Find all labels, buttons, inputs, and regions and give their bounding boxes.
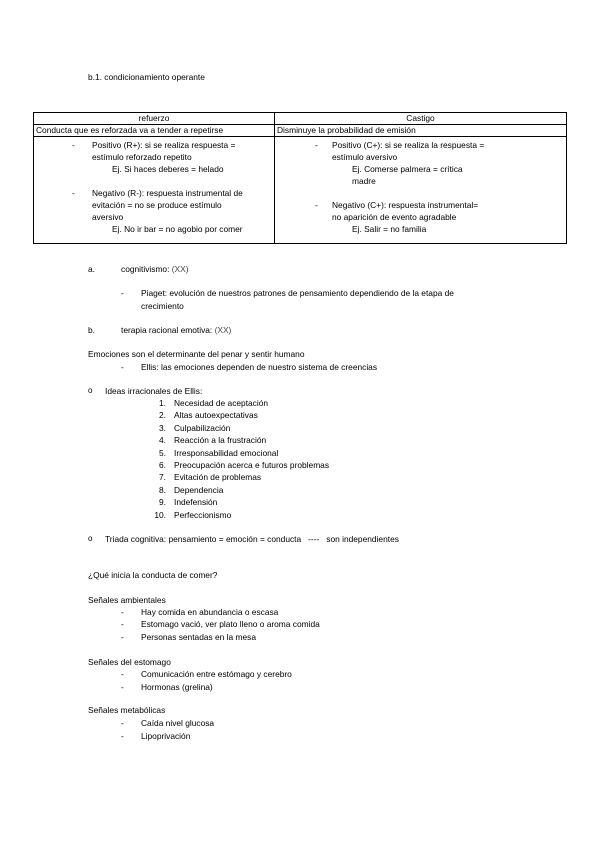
idea-item	[150, 485, 223, 495]
castigo-negativo-line1: Negativo (C+): respuesta instrumental=	[332, 200, 479, 210]
refuerzo-negativo-line3: aversivo	[92, 212, 124, 222]
estomago-title: Señales del estomago	[88, 657, 171, 667]
item-b-tag: (XX)	[214, 325, 232, 335]
idea-item	[150, 497, 217, 507]
item-a-marker: a.	[88, 264, 95, 274]
refuerzo-positivo-example: Ej. Si haces deberes = helado	[112, 164, 224, 174]
table-header-castigo: Castigo	[275, 113, 567, 125]
item-a	[121, 264, 188, 274]
refuerzo-negativo-line2: evitación = no se produce estímulo	[92, 200, 222, 210]
item-a-label: cognitivismo:	[121, 264, 170, 274]
circle-bullet: o	[88, 534, 93, 543]
idea-text: Indefensión	[174, 497, 218, 508]
emociones-line: Emociones son el determinante del penar y sentir humano	[88, 349, 305, 359]
ellis-line: Ellis: las emociones dependen de nuestro sistema de creencias	[141, 362, 378, 372]
ideas-title: Ideas irracionales de Ellis:	[105, 386, 203, 396]
castigo-positivo-example2: madre	[352, 176, 376, 186]
idea-text: Necesidad de aceptación	[174, 398, 269, 408]
refuerzo-positivo-line2: estímulo reforzado repetito	[92, 152, 192, 162]
idea-text: Culpabilización	[174, 422, 231, 433]
idea-number: 9.	[159, 497, 166, 508]
idea-text: Preocupación acerca e futuros problemas	[174, 460, 330, 470]
dash-bullet: -	[121, 718, 124, 728]
question-heading: ¿Qué inicia la conducta de comer?	[88, 570, 218, 580]
castigo-positivo-line1: Positivo (C+): si se realiza la respuesta =	[332, 140, 485, 150]
section-title: b.1. condicionamiento operante	[88, 72, 205, 82]
table-subheader-castigo: Disminuye la probabilidad de emisión	[275, 125, 567, 137]
dash-bullet: -	[121, 731, 124, 741]
idea-item	[150, 460, 329, 470]
refuerzo-negativo-example: Ej. No ir bar = no agobio por comer	[112, 224, 243, 234]
estomago-item: Comunicación entre estómago y cerebro	[141, 669, 292, 679]
idea-item	[150, 410, 258, 420]
metabolicas-title: Señales metabólicas	[88, 705, 166, 715]
idea-item	[150, 448, 278, 458]
idea-item	[150, 423, 230, 433]
idea-text: Evitación de problemas	[174, 472, 262, 483]
idea-number: 2.	[159, 410, 166, 421]
metabolicas-item: Caída nivel glucosa	[141, 718, 215, 728]
table-cell-refuerzo	[34, 137, 275, 244]
dash-bullet: -	[121, 288, 124, 298]
idea-number: 7.	[159, 472, 166, 483]
item-b-marker: b.	[88, 325, 95, 335]
castigo-positivo-line2: estímulo aversivo	[332, 152, 398, 162]
idea-number: 3.	[159, 422, 166, 433]
dash-bullet: -	[121, 669, 124, 679]
triada-line: Triada cognitiva: pensamiento = emoción = conducta ---- son independientes	[105, 534, 399, 544]
metabolicas-item: Lipoprivación	[141, 731, 191, 741]
idea-text: Reacción a la frustración	[174, 435, 267, 446]
dash-bullet: -	[121, 632, 124, 642]
item-b	[121, 325, 231, 335]
castigo-negativo-line2: no aparición de evento agradable	[332, 212, 457, 222]
dash-bullet: -	[121, 362, 124, 372]
idea-number: 1.	[159, 398, 166, 408]
table-cell-castigo	[275, 137, 567, 244]
dash-bullet: -	[121, 607, 124, 617]
castigo-negativo-example: Ej. Salir = no familia	[352, 224, 427, 234]
idea-text: Altas autoexpectativas	[174, 410, 258, 421]
dash-bullet: -	[72, 188, 75, 198]
idea-number: 4.	[159, 435, 166, 446]
piaget-line1: Piaget: evolución de nuestros patrones de pensamiento dependiendo de la etapa de	[141, 288, 454, 298]
idea-number: 8.	[159, 484, 166, 495]
ambientales-item: Hay comida en abundancia o escasa	[141, 607, 279, 617]
ambientales-item: Personas sentadas en la mesa	[141, 632, 256, 642]
item-a-tag: (XX)	[171, 264, 189, 274]
idea-text: Perfeccionismo	[174, 509, 232, 520]
castigo-positivo-example1: Ej. Comerse palmera = crítica	[352, 164, 463, 174]
idea-item	[150, 510, 231, 520]
dash-bullet: -	[72, 140, 75, 150]
idea-item	[150, 435, 266, 445]
refuerzo-positivo-line1: Positivo (R+): si se realiza respuesta =	[92, 140, 236, 150]
dash-bullet: -	[121, 619, 124, 629]
piaget-line2: crecimiento	[141, 301, 184, 311]
idea-number: 10.	[154, 509, 166, 520]
circle-bullet: o	[88, 386, 93, 395]
idea-number: 6.	[159, 460, 166, 470]
idea-number: 5.	[159, 447, 166, 458]
idea-item	[150, 398, 268, 408]
idea-item	[150, 472, 261, 482]
dash-bullet: -	[315, 140, 318, 150]
table-header-refuerzo: refuerzo	[34, 113, 275, 125]
refuerzo-negativo-line1: Negativo (R-): respuesta instrumental de	[92, 188, 243, 198]
dash-bullet: -	[121, 682, 124, 692]
estomago-item: Hormonas (grelina)	[141, 682, 213, 692]
idea-text: Dependencia	[174, 484, 224, 495]
conditioning-table	[33, 112, 567, 244]
idea-text: Irresponsabilidad emocional	[174, 447, 279, 458]
item-b-label: terapia racional emotiva:	[121, 325, 213, 335]
ambientales-title: Señales ambientales	[88, 595, 166, 605]
table-subheader-refuerzo: Conducta que es reforzada va a tender a repetirse	[34, 125, 275, 137]
ambientales-item: Estomago vació, ver plato lleno o aroma comida	[141, 619, 320, 629]
dash-bullet: -	[315, 200, 318, 210]
